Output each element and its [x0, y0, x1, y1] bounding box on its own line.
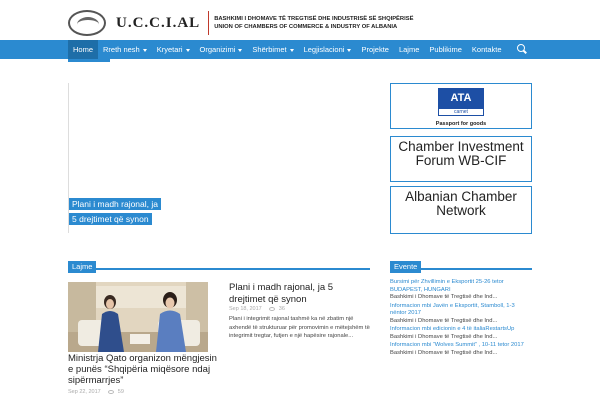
- nav-item-legjislacioni[interactable]: Legjislacioni: [299, 40, 357, 59]
- chevron-down-icon: [347, 49, 351, 52]
- featured-news-meta: [68, 389, 124, 395]
- event-link[interactable]: Bursimi për Zhvillimin e Eksportit 25-26 tetor BUDAPEST, HUNGARI: [390, 279, 504, 293]
- acn-link-text: Albanian Chamber Network: [405, 189, 517, 218]
- featured-news-date: Sep 22, 2017: [68, 389, 101, 395]
- search-icon[interactable]: [516, 43, 528, 56]
- eye-icon: [108, 390, 114, 394]
- evente-section-header: [390, 256, 532, 270]
- nav-item-sherbimet[interactable]: Shërbimet: [247, 40, 298, 59]
- second-news-views: 36: [278, 306, 285, 312]
- list-item: [390, 326, 532, 341]
- lajme-heading[interactable]: Lajme: [68, 261, 96, 273]
- event-organizer: Bashkimi i Dhomave të Tregtisë dhe Ind...: [390, 317, 498, 324]
- second-news-date: Sep 18, 2017: [229, 306, 262, 312]
- logo-subtitle: [214, 15, 413, 31]
- logo-subtitle-line2: UNION OF CHAMBERS OF COMMERCE & INDUSTRY OF ALBANIA: [214, 24, 398, 30]
- featured-news-views: 59: [117, 389, 124, 395]
- lajme-section-header: [68, 256, 370, 270]
- cif-link-text: Chamber Investment Forum WB-CIF: [398, 139, 524, 168]
- list-item: [390, 279, 532, 302]
- event-organizer: Bashkimi i Dhomave të Tregtisë dhe Ind...: [390, 294, 498, 300]
- ata-caption: Passport for goods: [435, 121, 487, 127]
- chevron-down-icon: [238, 49, 242, 52]
- cif-banner[interactable]: [390, 136, 532, 182]
- nav-item-organizimi[interactable]: Organizimi: [195, 40, 248, 59]
- event-organizer: Bashkimi i Dhomave të Tregtisë dhe Ind...: [390, 333, 498, 340]
- logo-subtitle-line1: BASHKIMI I DHOMAVE TË TREGTISË DHE INDUSTRISË SË SHQIPËRISË: [214, 16, 414, 22]
- event-link[interactable]: Informacion mbi edicionin e 4 të italiaRestartsUp: [390, 326, 515, 332]
- acn-banner[interactable]: [390, 186, 532, 234]
- main-nav: [0, 40, 600, 59]
- event-organizer: Bashkimi i Dhomave të Tregtisë dhe Ind...: [390, 349, 498, 356]
- logo-emblem-icon: [68, 10, 106, 36]
- nav-active-underline: [68, 59, 110, 62]
- ata-logo-subtext: carnet: [438, 108, 484, 116]
- events-list: [390, 279, 532, 357]
- ata-carnet-banner[interactable]: [390, 83, 532, 129]
- ata-logo-text: ATA: [438, 88, 484, 108]
- event-link[interactable]: Informacion mbi Javën e Eksportit, Stamboll, 1-3 nëntor 2017: [390, 302, 515, 316]
- event-link[interactable]: Informacion mbi “Wolves Summit” , 10-11 tetor 2017: [390, 342, 524, 348]
- nav-item-home[interactable]: Home: [68, 40, 98, 59]
- evente-heading[interactable]: Evente: [390, 261, 421, 273]
- nav-item-rreth-nesh[interactable]: Rreth nesh: [98, 40, 152, 59]
- featured-news-image[interactable]: [68, 282, 208, 352]
- logo-text: U.C.C.I.AL: [116, 14, 201, 31]
- chevron-down-icon: [186, 49, 190, 52]
- chevron-down-icon: [290, 49, 294, 52]
- featured-news-title[interactable]: Ministrja Qato organizon mëngjesin e punës “Shqipëria miqësore ndaj sipërmarrjes”: [68, 353, 217, 386]
- meeting-photo: [68, 282, 208, 352]
- second-news-excerpt: Plani i integrimit rajonal tashmë ka në zbatim një axhendë të strukturuar për promovimin e mëtejshëm të integrimit tregtar, futjen e një hapësire rajonale...: [229, 316, 370, 339]
- list-item: [390, 342, 532, 357]
- second-news-title[interactable]: Plani i madh rajonal, ja 5 drejtimet që synon: [229, 282, 334, 305]
- eye-icon: [269, 307, 275, 311]
- nav-item-publikime[interactable]: Publikime: [429, 45, 462, 54]
- second-news-meta: [229, 306, 285, 312]
- chevron-down-icon: [143, 49, 147, 52]
- nav-item-projekte[interactable]: Projekte: [361, 45, 389, 54]
- ata-logo-icon: [438, 88, 484, 116]
- nav-item-kontakte[interactable]: Kontakte: [471, 45, 502, 54]
- site-logo[interactable]: [68, 8, 413, 38]
- slider-caption[interactable]: Plani i madh rajonal, ja 5 drejtimet që synon: [69, 197, 161, 227]
- nav-item-kryetari[interactable]: Kryetari: [152, 40, 195, 59]
- logo-divider: [208, 11, 209, 35]
- list-item: [390, 303, 532, 326]
- nav-item-lajme[interactable]: Lajme: [398, 45, 420, 54]
